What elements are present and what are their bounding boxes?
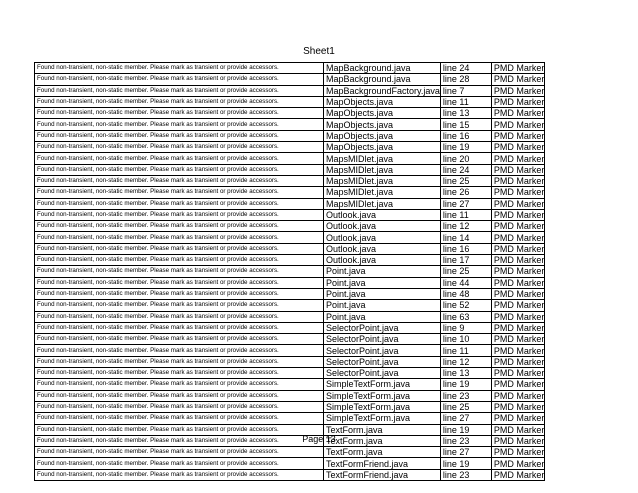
line-cell: line 13 (440, 368, 491, 379)
message-cell: Found non-transient, non-static member. Please mark as transient or provide accessors. (35, 322, 324, 333)
type-cell: PMD Marker (491, 130, 545, 141)
type-cell: PMD Marker (491, 435, 545, 446)
file-cell: MapBackgroundFactory.java (324, 85, 441, 96)
message-cell: Found non-transient, non-static member. Please mark as transient or provide accessors. (35, 85, 324, 96)
table-row (35, 266, 545, 277)
file-cell: TextFormFriend.java (324, 458, 441, 469)
table-row (35, 390, 545, 401)
type-cell: PMD Marker (491, 108, 545, 119)
type-cell: PMD Marker (491, 255, 545, 266)
table-row (35, 368, 545, 379)
file-cell: Point.java (324, 300, 441, 311)
message-cell: Found non-transient, non-static member. Please mark as transient or provide accessors. (35, 435, 324, 446)
file-cell: Point.java (324, 311, 441, 322)
message-cell: Found non-transient, non-static member. Please mark as transient or provide accessors. (35, 356, 324, 367)
file-cell: Outlook.java (324, 232, 441, 243)
type-cell: PMD Marker (491, 198, 545, 209)
file-cell: MapBackground.java (324, 63, 441, 74)
marker-table-body (35, 63, 545, 481)
line-cell: line 11 (440, 96, 491, 107)
table-row (35, 130, 545, 141)
table-row (35, 153, 545, 164)
line-cell: line 11 (440, 209, 491, 220)
file-cell: Outlook.java (324, 221, 441, 232)
message-cell: Found non-transient, non-static member. Please mark as transient or provide accessors. (35, 413, 324, 424)
table-row (35, 356, 545, 367)
type-cell: PMD Marker (491, 413, 545, 424)
message-cell: Found non-transient, non-static member. Please mark as transient or provide accessors. (35, 368, 324, 379)
message-cell: Found non-transient, non-static member. Please mark as transient or provide accessors. (35, 130, 324, 141)
file-cell: MapsMIDlet.java (324, 198, 441, 209)
line-cell: line 52 (440, 300, 491, 311)
line-cell: line 19 (440, 379, 491, 390)
type-cell: PMD Marker (491, 424, 545, 435)
file-cell: MapBackground.java (324, 74, 441, 85)
type-cell: PMD Marker (491, 153, 545, 164)
line-cell: line 27 (440, 447, 491, 458)
file-cell: MapsMIDlet.java (324, 187, 441, 198)
message-cell: Found non-transient, non-static member. Please mark as transient or provide accessors. (35, 300, 324, 311)
table-row (35, 401, 545, 412)
table-row (35, 63, 545, 74)
line-cell: line 44 (440, 277, 491, 288)
table-row (35, 187, 545, 198)
file-cell: TextForm.java (324, 447, 441, 458)
type-cell: PMD Marker (491, 334, 545, 345)
file-cell: Point.java (324, 266, 441, 277)
file-cell: SelectorPoint.java (324, 356, 441, 367)
file-cell: Outlook.java (324, 243, 441, 254)
message-cell: Found non-transient, non-static member. Please mark as transient or provide accessors. (35, 153, 324, 164)
table-row (35, 108, 545, 119)
message-cell: Found non-transient, non-static member. Please mark as transient or provide accessors. (35, 311, 324, 322)
line-cell: line 13 (440, 108, 491, 119)
line-cell: line 27 (440, 413, 491, 424)
table-row (35, 322, 545, 333)
type-cell: PMD Marker (491, 288, 545, 299)
file-cell: SelectorPoint.java (324, 368, 441, 379)
line-cell: line 28 (440, 74, 491, 85)
file-cell: MapsMIDlet.java (324, 175, 441, 186)
type-cell: PMD Marker (491, 345, 545, 356)
line-cell: line 14 (440, 232, 491, 243)
message-cell: Found non-transient, non-static member. Please mark as transient or provide accessors. (35, 232, 324, 243)
message-cell: Found non-transient, non-static member. Please mark as transient or provide accessors. (35, 255, 324, 266)
type-cell: PMD Marker (491, 96, 545, 107)
type-cell: PMD Marker (491, 85, 545, 96)
table-row (35, 447, 545, 458)
type-cell: PMD Marker (491, 221, 545, 232)
table-row (35, 209, 545, 220)
message-cell: Found non-transient, non-static member. Please mark as transient or provide accessors. (35, 74, 324, 85)
file-cell: Outlook.java (324, 209, 441, 220)
table-row (35, 232, 545, 243)
line-cell: line 16 (440, 243, 491, 254)
table-row (35, 334, 545, 345)
line-cell: line 7 (440, 85, 491, 96)
file-cell: SelectorPoint.java (324, 345, 441, 356)
table-row (35, 85, 545, 96)
type-cell: PMD Marker (491, 458, 545, 469)
table-row (35, 164, 545, 175)
message-cell: Found non-transient, non-static member. Please mark as transient or provide accessors. (35, 334, 324, 345)
file-cell: MapObjects.java (324, 130, 441, 141)
file-cell: TextForm.java (324, 435, 441, 446)
file-cell: Point.java (324, 277, 441, 288)
message-cell: Found non-transient, non-static member. Please mark as transient or provide accessors. (35, 447, 324, 458)
type-cell: PMD Marker (491, 390, 545, 401)
type-cell: PMD Marker (491, 187, 545, 198)
message-cell: Found non-transient, non-static member. Please mark as transient or provide accessors. (35, 379, 324, 390)
line-cell: line 19 (440, 142, 491, 153)
message-cell: Found non-transient, non-static member. Please mark as transient or provide accessors. (35, 266, 324, 277)
file-cell: MapObjects.java (324, 96, 441, 107)
line-cell: line 48 (440, 288, 491, 299)
message-cell: Found non-transient, non-static member. Please mark as transient or provide accessors. (35, 345, 324, 356)
type-cell: PMD Marker (491, 175, 545, 186)
line-cell: line 25 (440, 266, 491, 277)
type-cell: PMD Marker (491, 401, 545, 412)
table-row (35, 345, 545, 356)
line-cell: line 23 (440, 390, 491, 401)
line-cell: line 12 (440, 221, 491, 232)
line-cell: line 25 (440, 401, 491, 412)
message-cell: Found non-transient, non-static member. Please mark as transient or provide accessors. (35, 164, 324, 175)
file-cell: MapObjects.java (324, 119, 441, 130)
type-cell: PMD Marker (491, 209, 545, 220)
line-cell: line 25 (440, 175, 491, 186)
file-cell: SimpleTextForm.java (324, 401, 441, 412)
line-cell: line 19 (440, 424, 491, 435)
line-cell: line 10 (440, 334, 491, 345)
message-cell: Found non-transient, non-static member. Please mark as transient or provide accessors. (35, 424, 324, 435)
type-cell: PMD Marker (491, 243, 545, 254)
line-cell: line 20 (440, 153, 491, 164)
line-cell: line 9 (440, 322, 491, 333)
type-cell: PMD Marker (491, 368, 545, 379)
message-cell: Found non-transient, non-static member. Please mark as transient or provide accessors. (35, 96, 324, 107)
file-cell: MapsMIDlet.java (324, 153, 441, 164)
table-row (35, 96, 545, 107)
type-cell: PMD Marker (491, 379, 545, 390)
line-cell: line 16 (440, 130, 491, 141)
line-cell: line 23 (440, 469, 491, 480)
type-cell: PMD Marker (491, 266, 545, 277)
file-cell: TextFormFriend.java (324, 469, 441, 480)
table-row (35, 243, 545, 254)
file-cell: SelectorPoint.java (324, 322, 441, 333)
message-cell: Found non-transient, non-static member. Please mark as transient or provide accessors. (35, 108, 324, 119)
message-cell: Found non-transient, non-static member. Please mark as transient or provide accessors. (35, 243, 324, 254)
table-row (35, 288, 545, 299)
message-cell: Found non-transient, non-static member. Please mark as transient or provide accessors. (35, 221, 324, 232)
table-row (35, 221, 545, 232)
page-number: Page 13 (302, 434, 336, 444)
message-cell: Found non-transient, non-static member. Please mark as transient or provide accessors. (35, 458, 324, 469)
type-cell: PMD Marker (491, 142, 545, 153)
message-cell: Found non-transient, non-static member. Please mark as transient or provide accessors. (35, 277, 324, 288)
line-cell: line 24 (440, 63, 491, 74)
line-cell: line 11 (440, 345, 491, 356)
table-row (35, 379, 545, 390)
file-cell: SimpleTextForm.java (324, 413, 441, 424)
table-row (35, 255, 545, 266)
file-cell: Point.java (324, 288, 441, 299)
table-row (35, 469, 545, 480)
file-cell: MapsMIDlet.java (324, 164, 441, 175)
line-cell: line 27 (440, 198, 491, 209)
type-cell: PMD Marker (491, 277, 545, 288)
message-cell: Found non-transient, non-static member. Please mark as transient or provide accessors. (35, 288, 324, 299)
type-cell: PMD Marker (491, 311, 545, 322)
type-cell: PMD Marker (491, 232, 545, 243)
table-row (35, 300, 545, 311)
file-cell: SelectorPoint.java (324, 334, 441, 345)
line-cell: line 23 (440, 435, 491, 446)
type-cell: PMD Marker (491, 164, 545, 175)
type-cell: PMD Marker (491, 469, 545, 480)
file-cell: SimpleTextForm.java (324, 390, 441, 401)
file-cell: TextForm.java (324, 424, 441, 435)
file-cell: MapObjects.java (324, 142, 441, 153)
line-cell: line 12 (440, 356, 491, 367)
sheet-title: Sheet1 (303, 46, 335, 57)
line-cell: line 15 (440, 119, 491, 130)
message-cell: Found non-transient, non-static member. Please mark as transient or provide accessors. (35, 63, 324, 74)
file-cell: SimpleTextForm.java (324, 379, 441, 390)
table-row (35, 74, 545, 85)
message-cell: Found non-transient, non-static member. Please mark as transient or provide accessors. (35, 175, 324, 186)
line-cell: line 63 (440, 311, 491, 322)
message-cell: Found non-transient, non-static member. Please mark as transient or provide accessors. (35, 142, 324, 153)
message-cell: Found non-transient, non-static member. Please mark as transient or provide accessors. (35, 401, 324, 412)
file-cell: Outlook.java (324, 255, 441, 266)
file-cell: MapObjects.java (324, 108, 441, 119)
type-cell: PMD Marker (491, 447, 545, 458)
type-cell: PMD Marker (491, 119, 545, 130)
marker-table (34, 62, 545, 481)
line-cell: line 19 (440, 458, 491, 469)
table-row (35, 458, 545, 469)
table-row (35, 311, 545, 322)
type-cell: PMD Marker (491, 322, 545, 333)
message-cell: Found non-transient, non-static member. Please mark as transient or provide accessors. (35, 390, 324, 401)
line-cell: line 24 (440, 164, 491, 175)
type-cell: PMD Marker (491, 356, 545, 367)
line-cell: line 26 (440, 187, 491, 198)
type-cell: PMD Marker (491, 63, 545, 74)
message-cell: Found non-transient, non-static member. Please mark as transient or provide accessors. (35, 198, 324, 209)
type-cell: PMD Marker (491, 300, 545, 311)
table-row (35, 119, 545, 130)
type-cell: PMD Marker (491, 74, 545, 85)
message-cell: Found non-transient, non-static member. Please mark as transient or provide accessors. (35, 119, 324, 130)
table-row (35, 413, 545, 424)
message-cell: Found non-transient, non-static member. Please mark as transient or provide accessors. (35, 209, 324, 220)
table-row (35, 175, 545, 186)
table-row (35, 277, 545, 288)
line-cell: line 17 (440, 255, 491, 266)
table-row (35, 142, 545, 153)
table-row (35, 198, 545, 209)
message-cell: Found non-transient, non-static member. Please mark as transient or provide accessors. (35, 469, 324, 480)
message-cell: Found non-transient, non-static member. Please mark as transient or provide accessors. (35, 187, 324, 198)
